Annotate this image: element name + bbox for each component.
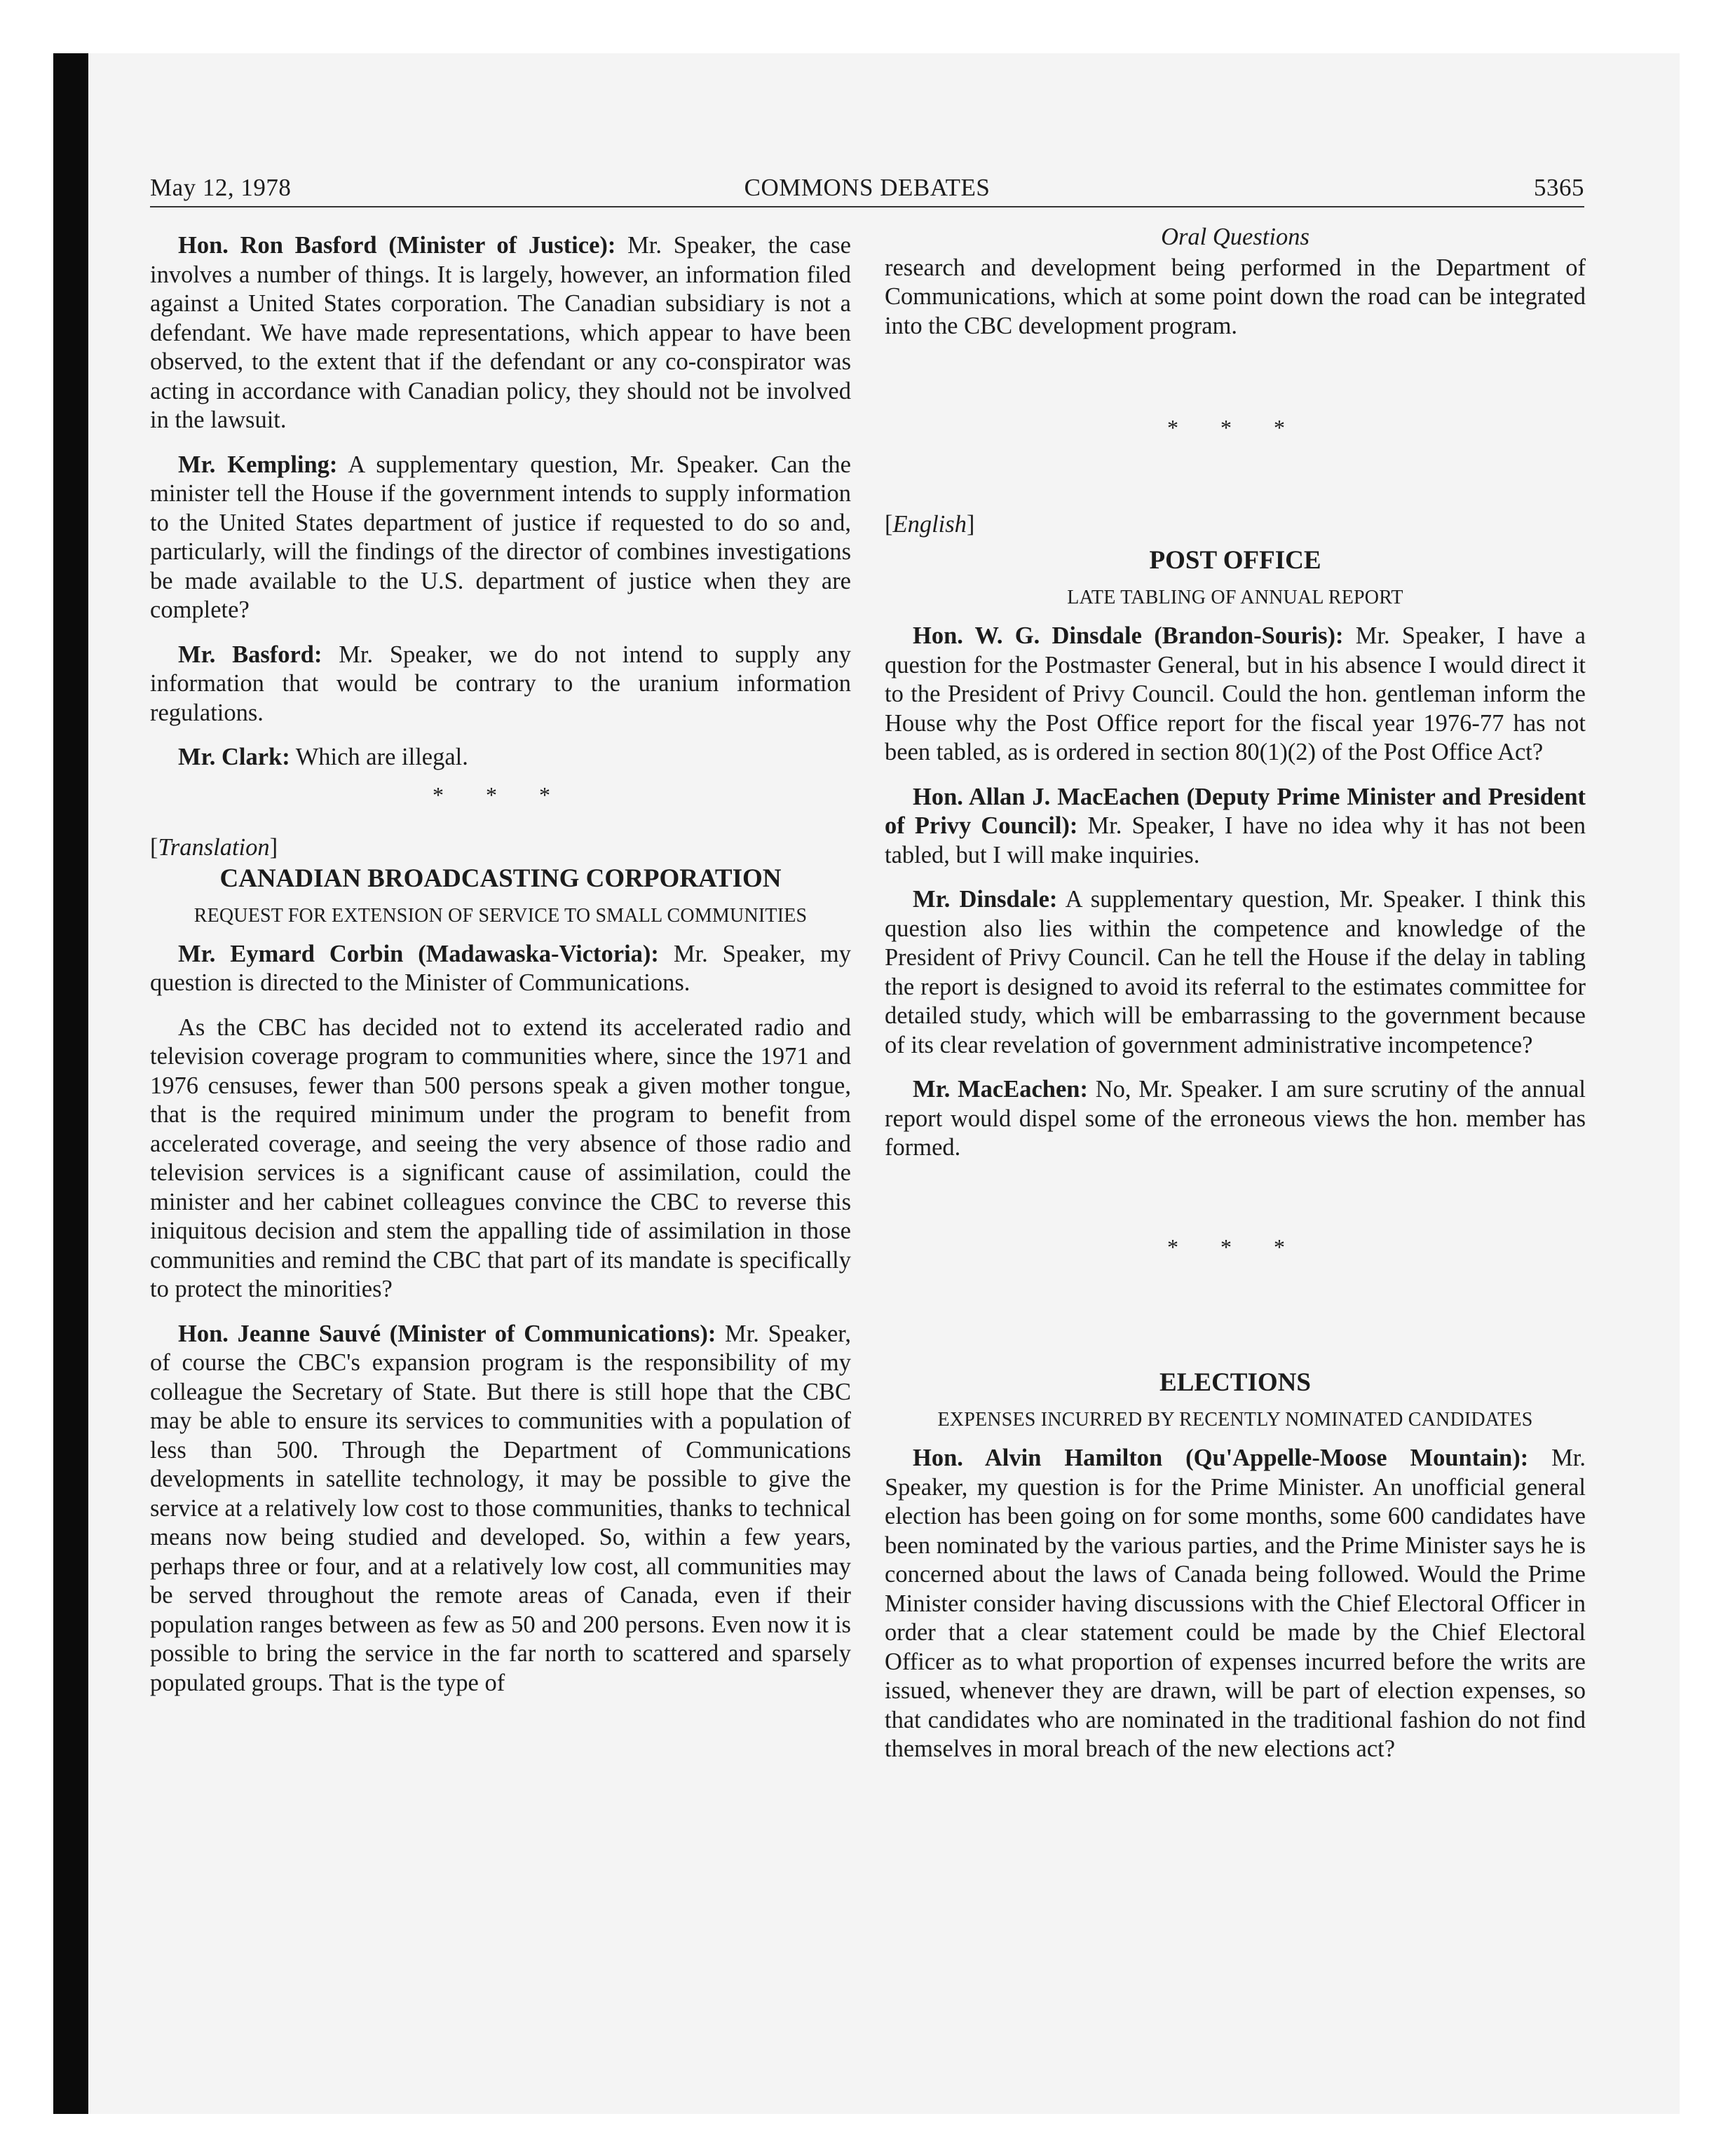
speech-text: Mr. Speaker, of course the CBC's expansion program is the responsibility of my colleague the Secretary of State. But there is still hope that the CBC may be able to ensure its services to communities with a population of less than 500. Through the Department of Communications developments in satellite technology, it may be possible to give the service at a relatively low cost to those communities, thanks to technical means now being studied and developed. So, within a few years, perhaps three or four, and at a relatively low cost, all communities may be served throughout the remote areas of Canada, even if their population ranges between as few as 50 and 200 persons. Even now it is possible to bring the service in the far north to scattered and sparsely populated groups. That is the type of <box>150 1320 851 1696</box>
speaker-name: Hon. Allan J. MacEachen (Deputy Prime Minister and President of Privy Council): <box>885 783 1586 839</box>
speaker-name: Mr. Eymard Corbin (Madawaska-Victoria): <box>178 940 659 967</box>
speech-text: Mr. Speaker, we do not intend to supply any information that would be contrary to the uranium information regulations. <box>150 641 852 726</box>
section-subheading: LATE TABLING OF ANNUAL REPORT <box>1067 587 1403 608</box>
speech-paragraph <box>885 1444 1586 1764</box>
speaker-name: Mr. Clark: <box>178 744 290 770</box>
speech-paragraph <box>150 231 851 435</box>
speech-paragraph-continued: research and development being performed in the Department of Communications, which at some point down the road can be integrated into the CBC development program. <box>885 254 1586 339</box>
speech-text: Mr. Speaker, I have no idea why it has not been tabled, but I will make inquiries. <box>885 812 1586 868</box>
speech-text: Mr. Speaker, my question is directed to the Minister of Communications. <box>150 940 851 996</box>
speech-text: No, Mr. Speaker. I am sure scrutiny of the annual report would dispel some of the erroneous views the hon. member has formed. <box>885 1076 1586 1161</box>
language-tag-text: English <box>892 510 967 538</box>
header-page-number: 5365 <box>1534 174 1584 201</box>
section-separator-asterisks: * * * <box>433 782 569 807</box>
scan-binding-edge <box>53 53 88 2114</box>
section-subheading: REQUEST FOR EXTENSION OF SERVICE TO SMALL COMMUNITIES <box>193 904 808 927</box>
running-header <box>150 172 1584 207</box>
bracket-open: [ <box>885 510 893 538</box>
speech-paragraph <box>885 1075 1586 1163</box>
header-date: May 12, 1978 <box>150 174 292 201</box>
speaker-name: Mr. Dinsdale: <box>913 886 1058 913</box>
section-banner: Oral Questions <box>1161 224 1309 250</box>
section-heading: POST OFFICE <box>1149 546 1321 575</box>
speaker-name: Hon. Ron Basford (Minister of Justice): <box>178 232 616 259</box>
speech-paragraph <box>150 451 851 625</box>
speech-text: Mr. Speaker, my question is for the Prime Minister. An unofficial general election has been going on for some months, some 600 candidates have been nominated by the various parties, and the Prime Minister says he is concerned about the laws of Canada being followed. Would the Prime Minister consider having discussions with the Chief Electoral Officer in order that a clear statement could be made by the Chief Electoral Officer as to what proportion of expenses incurred before the writs are issued, whenever they are drawn, will be part of election expenses, so that candidates who are nominated in the traditional fashion do not find themselves in moral breach of the new elections act? <box>885 1445 1586 1762</box>
speech-text: Which are illegal. <box>290 744 468 770</box>
bracket-close: ] <box>269 834 278 861</box>
speech-paragraph: As the CBC has decided not to extend its accelerated radio and television coverage program to communities where, since the 1971 and 1976 censuses, fewer than 500 persons speak a given mother tongue, that is the required minimum under the program to benefit from accelerated coverage, and seeing the very absence of those radio and television services is a significant cause of assimilation, could the minister and her cabinet colleagues convince the CBC to reverse this iniquitous decision and stem the appalling tide of assimilation in those communities and remind the CBC that part of its mandate is specifically to protect the minorities? <box>150 1014 851 1302</box>
speech-text: Mr. Speaker, the case involves a number of things. It is largely, however, an information filed against a United States corporation. The Canadian subsidiary is not a defendant. We have made representations, which appear to have been observed, to the extent that if the defendant or any co-conspirator was acting in accordance with Canadian policy, they should not be involved in the lawsuit. <box>150 232 851 433</box>
speech-paragraph <box>150 743 851 772</box>
speech-paragraph <box>885 622 1586 767</box>
speech-paragraph <box>885 885 1586 1060</box>
speaker-name: Hon. Alvin Hamilton (Qu'Appelle-Moose Mountain): <box>913 1445 1529 1471</box>
language-tag <box>885 510 1586 540</box>
section-heading: CANADIAN BROADCASTING CORPORATION <box>219 864 782 893</box>
header-publication-title: COMMONS DEBATES <box>744 174 991 201</box>
speech-paragraph <box>150 641 851 728</box>
section-subheading: EXPENSES INCURRED BY RECENTLY NOMINATED CANDIDATES <box>937 1409 1533 1431</box>
right-column <box>885 223 1586 1780</box>
left-column <box>150 231 851 1713</box>
section-heading: ELECTIONS <box>1159 1368 1311 1397</box>
speech-text: A supplementary question, Mr. Speaker. I think this question also lies within the competence and knowledge of the President of Privy Council. Can he tell the House if the delay in tabling the report is designed to avoid its referral to the estimates committee for detailed study, which will be embarrassing to the government because of its clear revelation of government administrative incompetence? <box>885 886 1586 1058</box>
section-separator-asterisks: * * * <box>1167 1234 1303 1260</box>
language-tag <box>150 833 851 863</box>
bracket-open: [ <box>150 834 158 861</box>
bracket-close: ] <box>966 510 975 538</box>
speech-paragraph <box>885 783 1586 871</box>
speech-text: Mr. Speaker, I have a question for the Postmaster General, but in his absence I would direct it to the President of Privy Council. Could the hon. gentleman inform the House why the Post Office report for the fiscal year 1976-77 has not been tabled, as is ordered in section 80(1)(2) of the Post Office Act? <box>885 622 1586 765</box>
speech-text: A supplementary question, Mr. Speaker. Can the minister tell the House if the government intends to supply information to the United States department of justice if requested to do so and, particularly, will the findings of the director of combines investigations be made available to the U.S. department of justice when they are complete? <box>150 451 851 623</box>
speaker-name: Hon. Jeanne Sauvé (Minister of Communications): <box>178 1320 716 1347</box>
speech-paragraph <box>150 940 851 998</box>
speech-paragraph <box>150 1320 851 1698</box>
speaker-name: Mr. Kempling: <box>178 451 338 478</box>
speaker-name: Hon. W. G. Dinsdale (Brandon-Souris): <box>913 622 1344 649</box>
speaker-name: Mr. Basford: <box>178 641 322 668</box>
language-tag-text: Translation <box>158 834 270 861</box>
section-separator-asterisks: * * * <box>1167 415 1303 440</box>
speaker-name: Mr. MacEachen: <box>913 1076 1088 1103</box>
